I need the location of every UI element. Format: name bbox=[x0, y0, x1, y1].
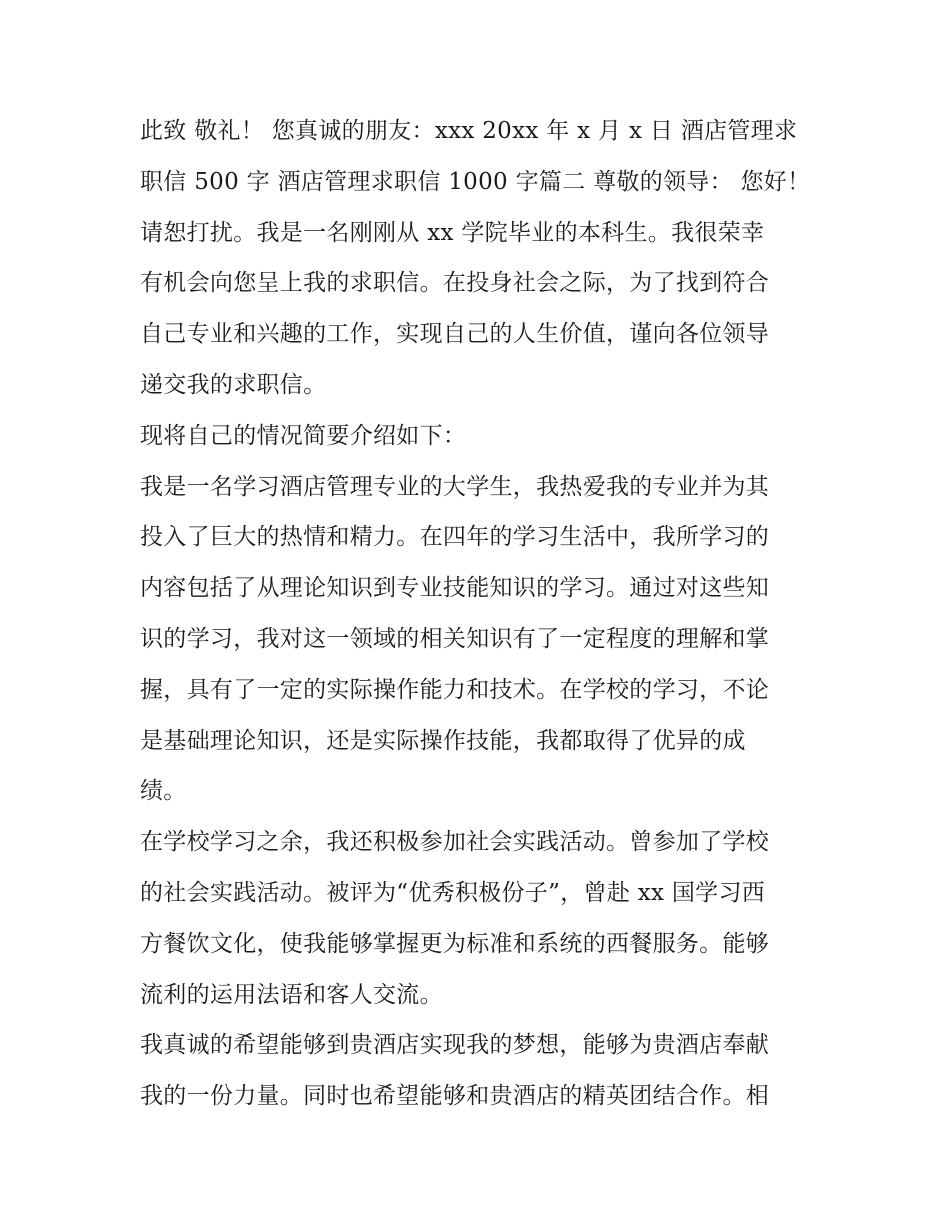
paragraph-summary-lead bbox=[140, 411, 820, 462]
text-line: 的社会实践活动。被评为“优秀积极份子”，曾赴 xx 国学习西 bbox=[140, 879, 766, 906]
text-line: 方餐饮文化，使我能够掌握更为标准和系统的西餐服务。能够 bbox=[140, 930, 770, 957]
paragraph-education bbox=[140, 462, 820, 818]
text-line: 有机会向您呈上我的求职信。在投身社会之际，为了找到符合 bbox=[140, 270, 770, 297]
text-line: 握，具有了一定的实际操作能力和技术。在学校的学习，不论 bbox=[140, 676, 770, 703]
paragraph-aspiration bbox=[140, 1020, 820, 1122]
text-line: 我的一份力量。同时也希望能够和贵酒店的精英团结合作。相 bbox=[140, 1083, 770, 1110]
text-line: 流利的运用法语和客人交流。 bbox=[140, 981, 443, 1008]
text-line: 内容包括了从理论知识到专业技能知识的学习。通过对这些知 bbox=[140, 575, 770, 602]
text-line: 此致 敬礼！ 您真诚的朋友：xxx 20xx 年 x 月 x 日 酒店管理求 bbox=[140, 118, 798, 144]
text-line: 绩。 bbox=[140, 778, 187, 805]
text-line: 递交我的求职信。 bbox=[140, 371, 327, 398]
paragraph-activities bbox=[140, 817, 820, 1020]
text-line: 我是一名学习酒店管理专业的大学生，我热爱我的专业并为其 bbox=[140, 473, 770, 500]
text-line: 在学校学习之余，我还积极参加社会实践活动。曾参加了学校 bbox=[140, 829, 770, 856]
text-line: 识的学习，我对这一领域的相关知识有了一定程度的理解和掌 bbox=[140, 625, 770, 652]
text-line: 自己专业和兴趣的工作，实现自己的人生价值，谨向各位领导 bbox=[140, 321, 770, 348]
text-line: 现将自己的情况简要介绍如下： bbox=[140, 422, 467, 449]
text-line: 我真诚的希望能够到贵酒店实现我的梦想，能够为贵酒店奉献 bbox=[140, 1032, 770, 1059]
text-line: 投入了巨大的热情和精力。在四年的学习生活中，我所学习的 bbox=[140, 524, 770, 551]
text-line: 请恕打扰。我是一名刚刚从 xx 学院毕业的本科生。我很荣幸 bbox=[140, 219, 765, 246]
text-line: 职信 500 字 酒店管理求职信 1000 字篇二 尊敬的领导： 您好！ bbox=[140, 168, 811, 195]
document-body bbox=[140, 106, 820, 1122]
text-line: 是基础理论知识，还是实际操作技能，我都取得了优异的成 bbox=[140, 727, 746, 754]
paragraph-closing-and-intro bbox=[140, 106, 820, 411]
